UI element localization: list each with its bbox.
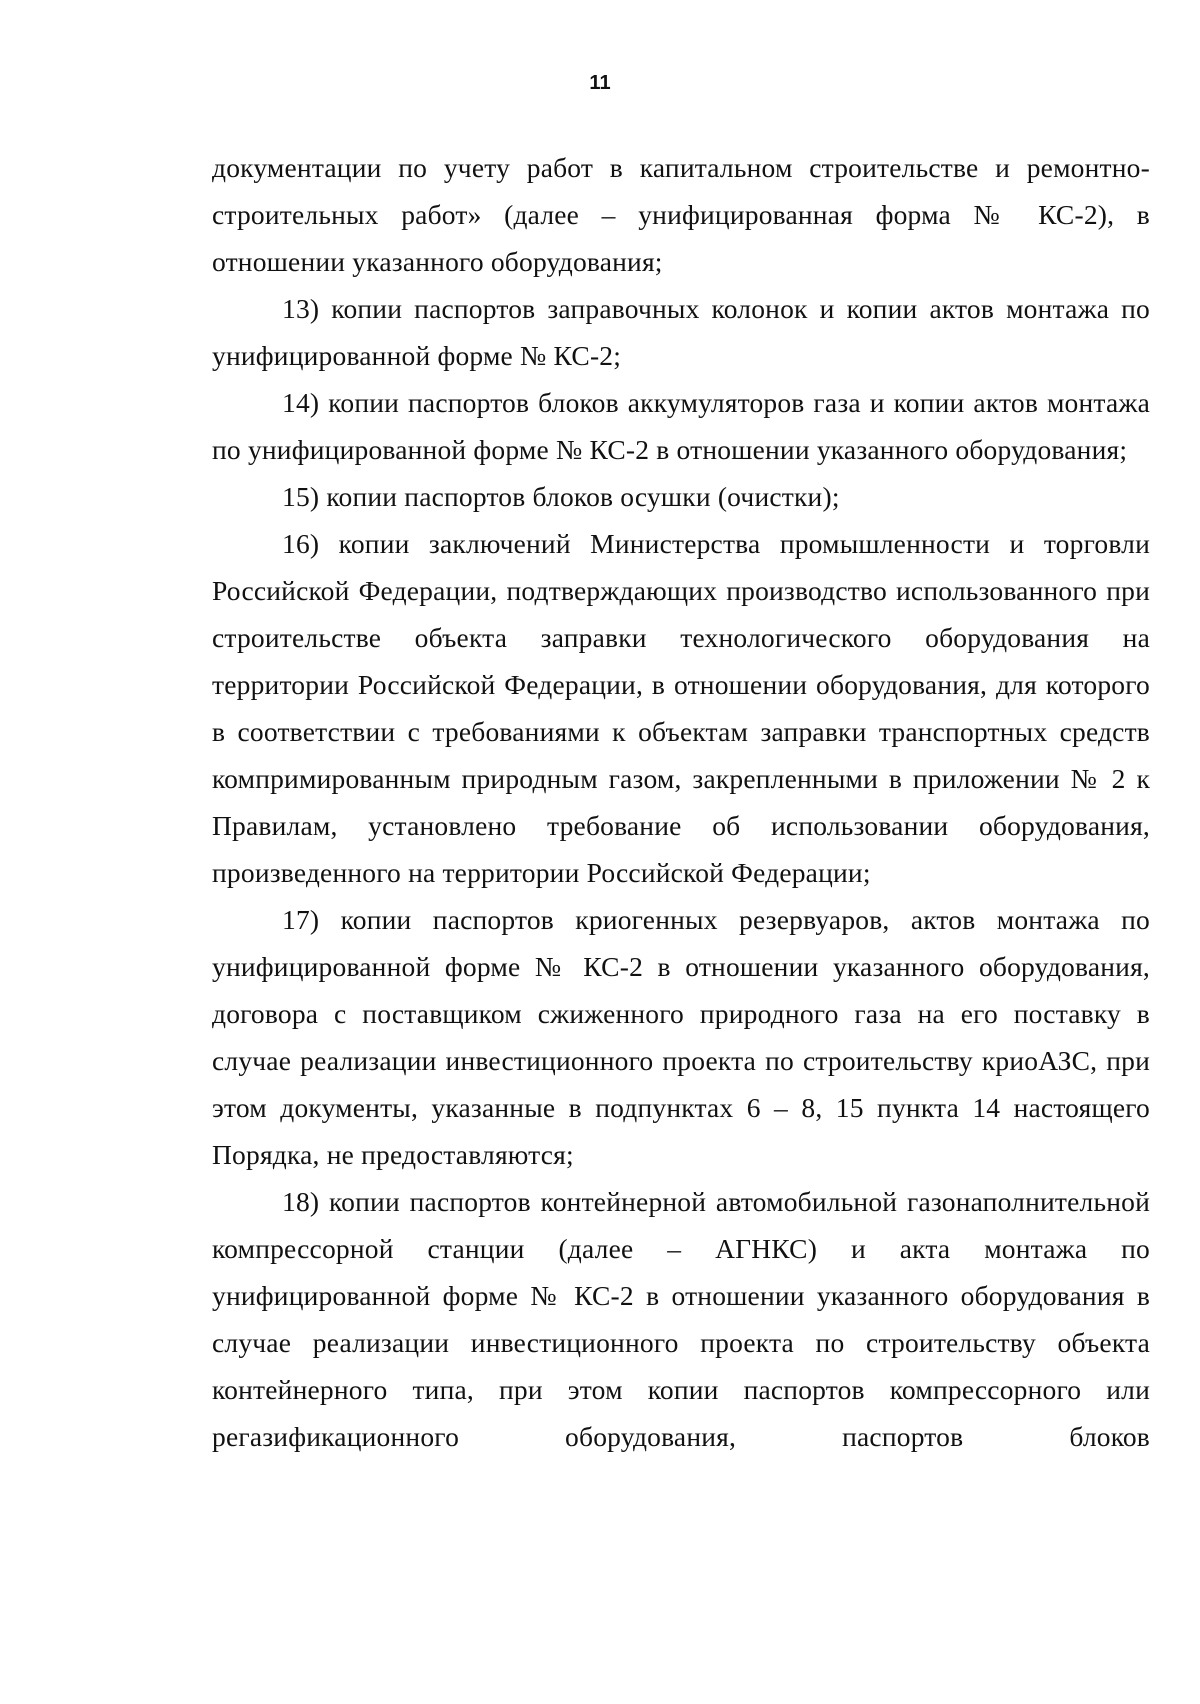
paragraph-item-16: 16) копии заключений Министерства промышленности и торговли Российской Федерации, подтверждающих производство использованного при строительстве объекта заправки технологического оборудования на территории Российской Федерации, в отношении оборудования, для которого в соответствии с требованиями к объектам заправки транспортных средств компримированным природным газом, закрепленными в приложении № 2 к Правилам, установлено требование об использовании оборудования, произведенного на территории Российской Федерации; [212,528,1150,888]
page-number: 11 [589,72,611,94]
paragraph-item-12-continuation: документации по учету работ в капитальном строительстве и ремонтно-строительных работ» (далее – унифицированная форма № КС-2), в отношении указанного оборудования; [212,152,1150,277]
paragraph-item-13: 13) копии паспортов заправочных колонок и копии актов монтажа по унифицированной форме № КС-2; [212,293,1150,371]
paragraph-item-15: 15) копии паспортов блоков осушки (очистки); [282,481,840,512]
paragraph-item-18: 18) копии паспортов контейнерной автомобильной газонаполнительной компрессорной станции (далее – АГНКС) и акта монтажа по унифицированной форме № КС-2 в отношении указанного оборудования в случае реализации инвестиционного проекта по строительству объекта контейнерного типа, при этом копии паспортов компрессорного или регазификационного оборудования, паспортов блоков [212,1186,1150,1452]
document-body [212,144,1150,1460]
paragraph-item-14: 14) копии паспортов блоков аккумуляторов газа и копии актов монтажа по унифицированной форме № КС-2 в отношении указанного оборудования; [212,387,1150,465]
paragraph-item-17: 17) копии паспортов криогенных резервуаров, актов монтажа по унифицированной форме № КС-2 в отношении указанного оборудования, договора с поставщиком сжиженного природного газа на его поставку в случае реализации инвестиционного проекта по строительству криоАЗС, при этом документы, указанные в подпунктах 6 – 8, 15 пункта 14 настоящего Порядка, не предоставляются; [212,904,1150,1170]
